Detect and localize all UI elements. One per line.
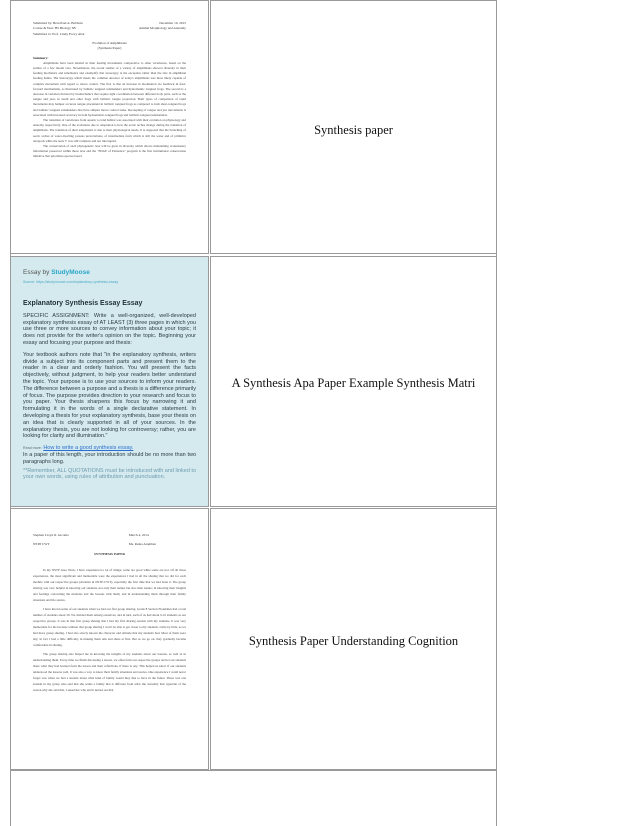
read-more-label: Read more: <box>23 446 42 451</box>
grid-bottom-line <box>10 770 497 771</box>
essay-body <box>23 301 196 486</box>
studymoose-thumbnail <box>11 257 208 506</box>
paper-header <box>33 533 186 548</box>
caption-apa-paper[interactable]: A Synthesis Apa Paper Example Synthesis Matri <box>231 376 476 390</box>
paper-title: SYNTHESIS PAPER <box>94 551 125 556</box>
paragraph: The conservation of each phylogenetic taxa will be great in diversity which allows maintaining evolutionary information preserved within those taxa and the "EDGE of Existence" program is the first institutional conservation initiative that prioritizes species based <box>33 144 186 159</box>
paper-header <box>33 21 186 37</box>
paper-title <box>33 41 186 51</box>
paragraph: The transition of vertebrates from aquatic to land habitat was associated with their evolution on physiology and anatomy respectively. One of the evolutions due to adaptation is how the aortic arches change during the transition of amphibians. The transition of their adaptations is due to their physiological needs. It is supposed that the branching of aortic arches of water-dwelling proteus prevertebrate, of intermediate form which is still the water and of primitive tetrapods while the neck V was still complete and not interrupted. <box>33 118 186 143</box>
source-link: Source: https://studymoose.com/explanatory-synthesis-essay <box>23 280 119 284</box>
essay-title: Explanatory Synthesis Essay Essay <box>23 300 143 307</box>
essay-paragraph: SPECIFIC ASSIGNMENT: Write a well-organized, well-developed explanatory synthesis essay of AT LEAST (3) three pages in which you use three or more sources to convey information about your topic; it does not provide for the writer's opinion on the topic. Beginning your essay and focusing your purpose and thesis: <box>23 312 196 346</box>
thumbnail-cell-2[interactable] <box>10 256 209 507</box>
essay-paragraph: In a paper of this length, your introduction should be no more than two paragraphs long. <box>23 451 196 465</box>
author-line: Submitted by: Bran Paul A. Baldwin <box>33 21 83 25</box>
paragraph: I have known some of our students when we had our first group sharing. Grade 8 Section Flourishes had a total number of students about 39. We divided them among ourselves; and in turn, each of us had about 9-10 students as our respective groups. It was in that first group sharing that I had my first sharing session with my students. It was very memorable for me because without that group sharing I won't be able to get closer to my students. Little by little, as we had more group sharing, I had also slowly known the character and attitude that my students had. Most of them were shy; in fact I had a little difficulty in making them talk and share at first. But as we go on, they gradually became comfortable in sharing. <box>33 607 186 648</box>
subject-line: Animal Morphology and Anatomy <box>139 26 186 31</box>
paper-title-line: Evolution of Amphibians <box>92 41 127 46</box>
brand-prefix: Essay by <box>23 269 52 276</box>
date-line: March 4, 2014 <box>128 533 149 537</box>
caption-cell-3[interactable] <box>210 508 497 770</box>
course-line: Course & Year: BS Biology 3B <box>33 26 76 31</box>
author-line: Stephen Lloyd O. Gicoma <box>33 533 69 537</box>
studymoose-brand <box>23 269 90 276</box>
read-more-link[interactable]: How to write a good synthesis essay. <box>43 445 134 452</box>
paper-thumbnail-3 <box>11 509 208 769</box>
paper-header-right <box>139 21 186 37</box>
paragraph: In my NSTP Area Work, I have experienced a lot of things; some are good while some are not. Of all those experiences, the most significant and memorable were the experiences I had in all the sharing that we did for each module with our respective groups (students in NSTP-CWT), especially the first time that we had done it. The group sharing was very helpful in knowing our students, not only their names but also their nature; in knowing their insights and feelings concerning the modules and the lessons with them; and in understanding them through their family situations and life stories. <box>33 568 186 603</box>
paper-header-left <box>33 21 85 37</box>
thumbnail-cell-1[interactable] <box>10 0 209 254</box>
paragraph: Amphibians have been labeled in their feeding movements comparative to other vertebrates, based on the studies of a few model taxa. Nevertheless, the recent studies of a variety of amphibians showed diversity in their feeding mechanics and kinematics and exemplify that stereotypy is the exception rather than the rule in amphibian feeding habits. The Stereotypy which meets the common ancestor of today's amphibians was most likely capable of complex movement with regard to motor control. The first is that an increase in modulation via feedback in feed-forward mechanisms, as illustrated by ballistic tongued salamanders and hydromantic tongued frogs. The second is a decrease in variation dictated by biomechanics that require tight coordination between different body parts, such as the tongue and jaws in death and other frogs with ballistic tongue projection. Both types of comparison of rapid movements may hamper accurate tongue placement in ballistic tongued frogs as compared to both short-tongued frogs and ballistic tongued salamanders that have simpler motor control tasks. Decoupling of tongue and jaw movements is associated with increased accuracy in both hydromantic-tongued frogs and ballistic-tongued salamanders. <box>33 60 186 117</box>
essay-paragraph: Your textbook authors note that "in the explanatory synthesis, writers divide a subject into its component parts and present them to the reader in a clear and orderly fashion. You will present the facts objectively, without judgment, to help your readers better understand the topic. Your purpose is to use your sources to inform your readers. The difference between a purpose and a thesis is a difference primarily of focus. The purpose provides direction to your research and focus to you paper. Your thesis sharpens this focus by narrowing it and formulating it in the words of a single declarative statement. In developing a thesis for your explanatory synthesis, base your thesis on an idea that is clearly supported in all of your sources. In the explanatory thesis, you are not looking for controversy; rather, you are looking for clarity and illumination." <box>23 351 196 440</box>
caption-cell-1[interactable] <box>210 0 497 254</box>
caption-understanding-cognition[interactable]: Synthesis Paper Understanding Cognition <box>248 634 459 648</box>
paper-thumbnail-1 <box>11 1 208 253</box>
paper-header-left <box>33 533 69 548</box>
caption-synthesis-paper[interactable]: Synthesis paper <box>314 123 393 137</box>
paragraph: The group sharing also helped me in knowing the insights of my students about our lessons, as well as in understanding them. Every time we finish discussing a lesson, we often form our respective groups and let our students share what they had learned from the lesson and their reflections, if there is any. This helped us know if our students understood the lessons well. It was also a way to know their family situations and stories. One experience I could never forget was when we had a student about what kind of family would they like to have in the future. There was one student in my group who said that she wants a family that is different from what she currently had. Ignorant of the reason why she said that, I asked her why and it turned out that <box>33 652 186 693</box>
paper-header-right <box>129 533 156 548</box>
submitted-to-line: Submitted to: Prof. Cindy Evory Abar <box>33 31 85 36</box>
essay-paragraph-faint: **Remember, ALL QUOTATIONS must be introduced with and linked to your own words, using rules of attribution and punctuation. <box>23 467 196 481</box>
thumbnail-cell-3[interactable] <box>10 508 209 770</box>
paper-subtitle-line: (Synthesis Paper) <box>97 46 122 51</box>
instructor-line: Ms. Reina Aramban <box>128 542 156 547</box>
section-heading: Summary: <box>33 55 49 60</box>
caption-cell-2[interactable] <box>210 256 497 507</box>
date-line: December 10, 2015 <box>159 21 186 25</box>
course-line: NSTP CWT <box>33 542 50 547</box>
brand-name: StudyMoose <box>51 269 90 276</box>
